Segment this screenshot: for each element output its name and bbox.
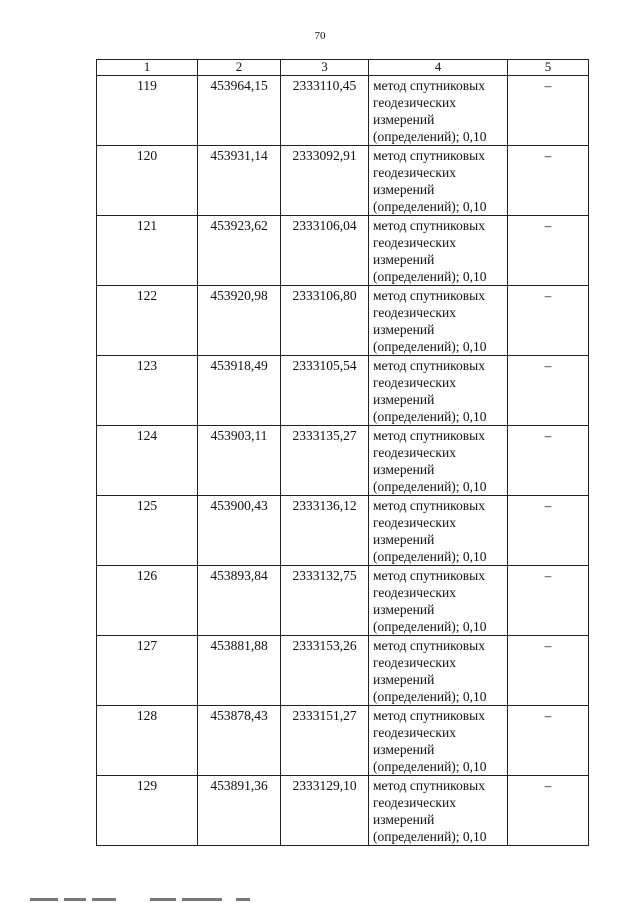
cell-coord-y: 2333106,80	[281, 286, 369, 356]
cell-method: метод спутниковых геодезических измерений (определений); 0,10	[369, 216, 508, 286]
table-body	[97, 76, 589, 846]
cell-note: –	[508, 146, 589, 216]
cell-coord-x: 453920,98	[198, 286, 281, 356]
cell-coord-y: 2333135,27	[281, 426, 369, 496]
cell-point-number: 120	[97, 146, 198, 216]
cell-coord-x: 453918,49	[198, 356, 281, 426]
table-row	[97, 356, 589, 426]
cell-method: метод спутниковых геодезических измерений (определений); 0,10	[369, 76, 508, 146]
cell-point-number: 127	[97, 636, 198, 706]
table-row	[97, 286, 589, 356]
cell-point-number: 119	[97, 76, 198, 146]
table-row	[97, 636, 589, 706]
cell-method: метод спутниковых геодезических измерений (определений); 0,10	[369, 146, 508, 216]
cell-note: –	[508, 706, 589, 776]
cell-note: –	[508, 426, 589, 496]
cell-coord-x: 453891,36	[198, 776, 281, 846]
table-row	[97, 216, 589, 286]
table-row	[97, 776, 589, 846]
table-row	[97, 76, 589, 146]
cell-coord-y: 2333092,91	[281, 146, 369, 216]
cell-point-number: 129	[97, 776, 198, 846]
table-row	[97, 426, 589, 496]
page-number: 70	[314, 30, 326, 42]
cell-coord-x: 453923,62	[198, 216, 281, 286]
cell-coord-y: 2333153,26	[281, 636, 369, 706]
cell-coord-y: 2333105,54	[281, 356, 369, 426]
cell-point-number: 125	[97, 496, 198, 566]
cell-note: –	[508, 356, 589, 426]
footer-scan-marks	[30, 894, 330, 905]
cell-method: метод спутниковых геодезических измерений (определений); 0,10	[369, 776, 508, 846]
coordinates-table	[96, 59, 589, 846]
cell-note: –	[508, 566, 589, 636]
table-row	[97, 706, 589, 776]
table-row	[97, 146, 589, 216]
cell-point-number: 124	[97, 426, 198, 496]
header-col-4: 4	[369, 60, 508, 76]
cell-method: метод спутниковых геодезических измерений (определений); 0,10	[369, 566, 508, 636]
cell-note: –	[508, 286, 589, 356]
cell-coord-y: 2333132,75	[281, 566, 369, 636]
cell-note: –	[508, 216, 589, 286]
cell-note: –	[508, 776, 589, 846]
table-row	[97, 496, 589, 566]
header-col-3: 3	[281, 60, 369, 76]
cell-point-number: 122	[97, 286, 198, 356]
cell-method: метод спутниковых геодезических измерений (определений); 0,10	[369, 496, 508, 566]
cell-method: метод спутниковых геодезических измерений (определений); 0,10	[369, 356, 508, 426]
cell-coord-x: 453903,11	[198, 426, 281, 496]
cell-note: –	[508, 496, 589, 566]
cell-method: метод спутниковых геодезических измерений (определений); 0,10	[369, 286, 508, 356]
cell-coord-x: 453893,84	[198, 566, 281, 636]
cell-method: метод спутниковых геодезических измерений (определений); 0,10	[369, 706, 508, 776]
header-col-1: 1	[97, 60, 198, 76]
table-row	[97, 566, 589, 636]
table-header	[97, 60, 589, 76]
cell-point-number: 128	[97, 706, 198, 776]
header-row	[97, 60, 589, 76]
cell-coord-y: 2333136,12	[281, 496, 369, 566]
cell-point-number: 123	[97, 356, 198, 426]
cell-coord-x: 453881,88	[198, 636, 281, 706]
cell-coord-y: 2333151,27	[281, 706, 369, 776]
cell-coord-x: 453900,43	[198, 496, 281, 566]
cell-coord-y: 2333110,45	[281, 76, 369, 146]
cell-note: –	[508, 636, 589, 706]
cell-point-number: 121	[97, 216, 198, 286]
cell-method: метод спутниковых геодезических измерений (определений); 0,10	[369, 636, 508, 706]
cell-coord-y: 2333106,04	[281, 216, 369, 286]
cell-point-number: 126	[97, 566, 198, 636]
cell-coord-x: 453931,14	[198, 146, 281, 216]
header-col-5: 5	[508, 60, 589, 76]
cell-coord-x: 453964,15	[198, 76, 281, 146]
cell-note: –	[508, 76, 589, 146]
footer-marks-graphic	[30, 894, 330, 905]
cell-method: метод спутниковых геодезических измерений (определений); 0,10	[369, 426, 508, 496]
cell-coord-x: 453878,43	[198, 706, 281, 776]
cell-coord-y: 2333129,10	[281, 776, 369, 846]
header-col-2: 2	[198, 60, 281, 76]
